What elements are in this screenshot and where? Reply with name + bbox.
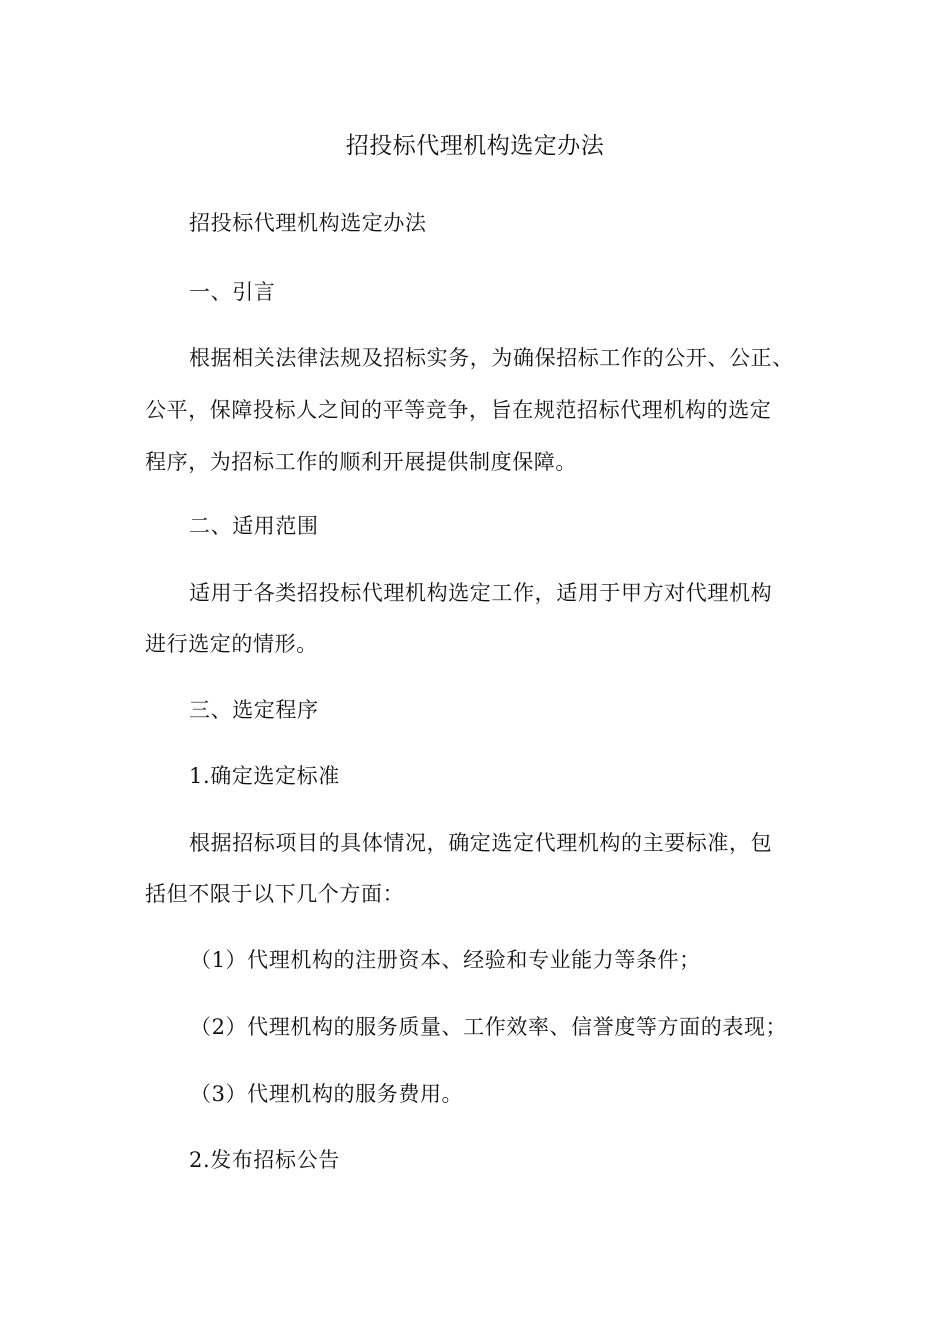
subsection-heading-announcement: 2.发布招标公告 (189, 1148, 340, 1172)
list-item: （3）代理机构的服务费用。 (190, 1082, 464, 1106)
paragraph-line: 括但不限于以下几个方面： (145, 882, 405, 906)
list-item: （2）代理机构的服务质量、工作效率、信誉度等方面的表现； (190, 1015, 788, 1039)
paragraph-line: 进行选定的情形。 (145, 632, 318, 656)
paragraph-line: 程序，为招标工作的顺利开展提供制度保障。 (145, 450, 577, 474)
paragraph-line: 根据招标项目的具体情况，确定选定代理机构的主要标准，包 (189, 831, 773, 855)
paragraph-line: 根据相关法律法规及招标实务，为确保招标工作的公开、公正、 (189, 346, 794, 370)
list-item: （1）代理机构的注册资本、经验和专业能力等条件； (190, 948, 701, 972)
subsection-heading-criteria: 1.确定选定标准 (189, 764, 340, 788)
document-subtitle: 招投标代理机构选定办法 (189, 211, 427, 235)
section-heading-introduction: 一、引言 (189, 280, 276, 304)
section-heading-procedure: 三、选定程序 (189, 698, 319, 722)
page-title: 招投标代理机构选定办法 (345, 133, 605, 159)
paragraph-line: 公平，保障投标人之间的平等竞争，旨在规范招标代理机构的选定 (145, 398, 772, 422)
paragraph-line: 适用于各类招投标代理机构选定工作，适用于甲方对代理机构 (189, 581, 773, 605)
section-heading-scope: 二、适用范围 (189, 514, 319, 538)
